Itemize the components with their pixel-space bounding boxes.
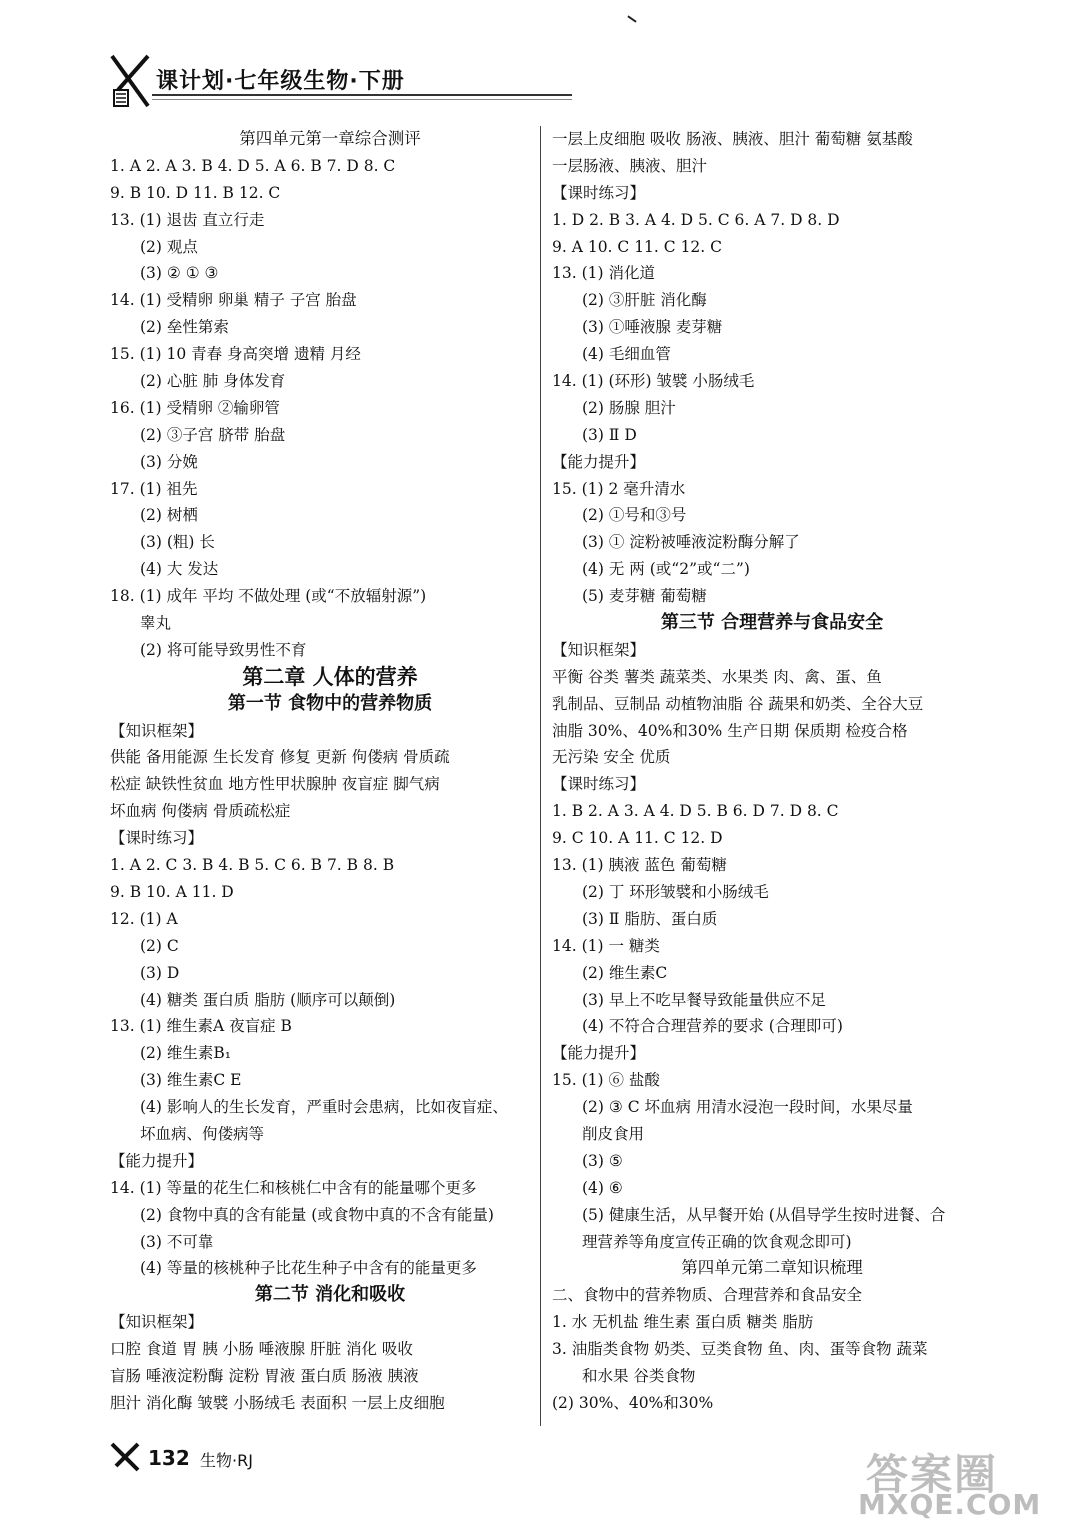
answer-line: (3) ⑤ [582, 1151, 623, 1170]
answer-line: 【课时练习】 [552, 775, 646, 794]
answer-line: 第四单元第一章综合测评 [239, 129, 421, 148]
answer-line: 理营养等角度宣传正确的饮食观念即可) [582, 1232, 852, 1251]
page-number: 132 [148, 1446, 190, 1470]
answer-line: (2) 丁 环形皱襞和小肠绒毛 [582, 882, 769, 901]
header-rule-thin [152, 99, 572, 100]
answer-line: 胆汁 消化酶 皱襞 小肠绒毛 表面积 一层上皮细胞 [110, 1393, 445, 1412]
answer-line: 无污染 安全 优质 [552, 748, 671, 767]
answer-line: 14. (1) 等量的花生仁和核桃仁中含有的能量哪个更多 [110, 1178, 477, 1197]
answer-line: (3) ① 淀粉被唾液淀粉酶分解了 [582, 533, 800, 552]
answer-line: 【能力提升】 [552, 452, 646, 471]
answer-line: 【知识框架】 [110, 721, 204, 740]
answer-line: (2) 30%、40%和30% [552, 1393, 714, 1412]
answer-line: 【知识框架】 [110, 1313, 204, 1332]
answer-line: 睾丸 [140, 614, 172, 633]
answer-line: (3) Ⅱ D [582, 425, 637, 444]
answer-line: 1. 水 无机盐 维生素 蛋白质 糖类 脂肪 [552, 1313, 814, 1332]
header-title: 课计划·七年级生物·下册 [156, 69, 405, 94]
answer-line: (4) 无 两 (或“2”或“二”) [582, 560, 750, 579]
answer-line: (2) ③肝脏 消化酶 [582, 291, 707, 310]
answer-line: 供能 备用能源 生长发育 修复 更新 佝偻病 骨质疏 [110, 748, 450, 767]
answer-line: (3) 分娩 [140, 452, 198, 471]
answer-line: 15. (1) 10 青春 身高突增 遗精 月经 [110, 345, 361, 364]
answer-line: 第四单元第二章知识梳理 [681, 1258, 863, 1278]
answer-line: 13. (1) 维生素A 夜盲症 B [110, 1017, 292, 1036]
answer-line: 削皮食用 [582, 1124, 645, 1143]
answer-line: 和水果 谷类食物 [582, 1366, 696, 1385]
answer-line: (3) ② ① ③ [140, 264, 219, 283]
stray-mark [627, 15, 636, 22]
answer-line: (2) C [140, 936, 179, 955]
answer-line: (2) 食物中真的含有能量 (或食物中真的不含有能量) [140, 1205, 494, 1224]
answer-line: (2) 肠腺 胆汁 [582, 398, 676, 417]
answer-line: 14. (1) (环形) 皱襞 小肠绒毛 [552, 372, 755, 391]
answer-line: 16. (1) 受精卵 ②输卵管 [110, 398, 280, 417]
answer-line: 【课时练习】 [110, 829, 204, 848]
answer-line: (3) ①唾液腺 麦芽糖 [582, 318, 723, 337]
answer-line: 第三节 合理营养与食品安全 [660, 612, 884, 634]
answer-line: (4) 大 发达 [140, 560, 219, 579]
column-divider [540, 126, 541, 1426]
answer-line: (2) ③ C 坏血病 用清水浸泡一段时间，水果尽量 [582, 1098, 913, 1117]
answer-line: 14. (1) 受精卵 卵巢 精子 子宫 胎盘 [110, 291, 357, 310]
answer-line: 1. A 2. A 3. B 4. D 5. A 6. B 7. D 8. C [110, 156, 396, 175]
answer-line: (3) 维生素C E [140, 1071, 242, 1090]
answer-line: 盲肠 唾液淀粉酶 淀粉 胃液 蛋白质 肠液 胰液 [110, 1366, 419, 1385]
answer-line: 18. (1) 成年 平均 不做处理 (或“不放辐射源”) [110, 587, 427, 606]
answer-line: (4) 毛细血管 [582, 345, 671, 364]
answer-line: (4) 等量的核桃种子比花生种子中含有的能量更多 [140, 1259, 477, 1278]
answer-line: (2) ③子宫 脐带 胎盘 [140, 425, 286, 444]
answer-line: 油脂 30%、40%和30% 生产日期 保质期 检疫合格 [552, 721, 908, 740]
answer-line: (3) D [140, 963, 180, 982]
answer-line: 口腔 食道 胃 胰 小肠 唾液腺 肝脏 消化 吸收 [110, 1340, 413, 1359]
watermark-url: MXQE.COM [858, 1488, 1042, 1521]
left-column [110, 126, 550, 1417]
answer-line: 9. B 10. A 11. D [110, 882, 234, 901]
answer-line: (2) 维生素C [582, 963, 668, 982]
answer-line: 第二节 消化和吸收 [254, 1284, 406, 1306]
answer-line: (4) ⑥ [582, 1178, 623, 1197]
answer-line: 乳制品、豆制品 动植物油脂 谷 蔬果和奶类、全谷大豆 [552, 694, 924, 713]
answer-line: (2) 将可能导致男性不育 [140, 640, 307, 659]
answer-line: 9. C 10. A 11. C 12. D [552, 829, 723, 848]
answer-line: (2) 心脏 肺 身体发育 [140, 372, 286, 391]
answer-line: 1. A 2. C 3. B 4. B 5. C 6. B 7. B 8. B [110, 856, 395, 875]
answer-line: (2) 维生素B₁ [140, 1044, 231, 1063]
answer-line: (2) 树栖 [140, 506, 198, 525]
answer-line: (5) 健康生活，从早餐开始 (从倡导学生按时进餐、合 [582, 1205, 946, 1224]
answer-line: (5) 麦芽糖 葡萄糖 [582, 587, 707, 606]
answer-line: (4) 不符合合理营养的要求 (合理即可) [582, 1017, 843, 1036]
answer-line: (2) ①号和③号 [582, 506, 687, 525]
answer-line: (2) 观点 [140, 237, 198, 256]
answer-line: (4) 影响人的生长发育，严重时会患病，比如夜盲症、 [140, 1098, 508, 1117]
answer-line: (2) 垒性第索 [140, 318, 229, 337]
answer-line: (3) (粗) 长 [140, 533, 215, 552]
answer-line: 1. D 2. B 3. A 4. D 5. C 6. A 7. D 8. D [552, 210, 840, 229]
answer-line: 【能力提升】 [110, 1151, 204, 1170]
answer-line: 14. (1) 一 糖类 [552, 936, 660, 955]
answer-line: (4) 糖类 蛋白质 脂肪 (顺序可以颠倒) [140, 990, 396, 1009]
footer-subject: 生物·RJ [200, 1451, 253, 1470]
answer-line: 【知识框架】 [552, 640, 646, 659]
answer-line: 坏血病 佝偻病 骨质疏松症 [110, 802, 291, 821]
watermark [858, 1442, 1042, 1522]
answer-line: 一层肠液、胰液、胆汁 [552, 156, 708, 175]
answer-line: 松症 缺铁性贫血 地方性甲状腺肿 夜盲症 脚气病 [110, 775, 440, 794]
answer-line: 【能力提升】 [552, 1044, 646, 1063]
answer-line: 平衡 谷类 薯类 蔬菜类、水果类 肉、禽、蛋、鱼 [552, 667, 882, 686]
answer-line: 3. 油脂类食物 奶类、豆类食物 鱼、肉、蛋等食物 蔬菜 [552, 1340, 928, 1359]
answer-line: 9. B 10. D 11. B 12. C [110, 183, 281, 202]
answer-line: 12. (1) A [110, 909, 178, 928]
answer-line: (3) 不可靠 [140, 1232, 214, 1251]
answer-line: 【课时练习】 [552, 183, 646, 202]
answer-line: 9. A 10. C 11. C 12. C [552, 237, 723, 256]
answer-line: 第一节 食物中的营养物质 [227, 692, 433, 714]
answer-line: 1. B 2. A 3. A 4. D 5. B 6. D 7. D 8. C [552, 802, 839, 821]
answer-line: 13. (1) 退齿 直立行走 [110, 210, 265, 229]
answer-line: 17. (1) 祖先 [110, 479, 198, 498]
runner-logo-icon [108, 50, 154, 112]
runner-small-icon [108, 1440, 142, 1474]
answer-line: 13. (1) 消化道 [552, 264, 655, 283]
answer-line: 第二章 人体的营养 [242, 663, 418, 689]
watermark-logo: 答案圈 [866, 1450, 999, 1499]
answer-line: 15. (1) ⑥ 盐酸 [552, 1071, 660, 1090]
right-column [552, 126, 992, 1417]
answer-line: 13. (1) 胰液 蓝色 葡萄糖 [552, 856, 727, 875]
answer-line: 坏血病、佝偻病等 [140, 1124, 265, 1143]
answer-line: 二、食物中的营养物质、合理营养和食品安全 [552, 1286, 863, 1305]
answer-line: 一层上皮细胞 吸收 肠液、胰液、胆汁 葡萄糖 氨基酸 [552, 130, 913, 148]
answer-line: 15. (1) 2 毫升清水 [552, 479, 686, 498]
answer-line: (3) 早上不吃早餐导致能量供应不足 [582, 990, 826, 1009]
page-header [108, 50, 578, 120]
answer-line: (3) Ⅱ 脂肪、蛋白质 [582, 909, 718, 928]
header-rule [152, 94, 572, 96]
